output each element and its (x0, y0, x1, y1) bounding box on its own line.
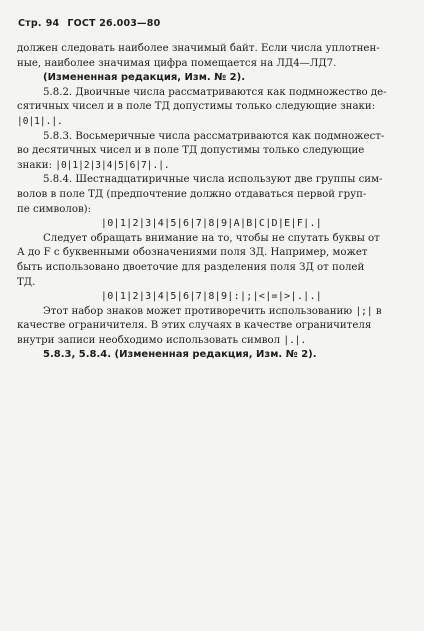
text-fragment: Этот набор знаков может противоречить использованию (43, 305, 353, 317)
document-body (17, 42, 406, 363)
section-5-8-3: 5.8.3. Восьмеричные числа рассматриваются как подмножест- (43, 130, 385, 142)
text-line (17, 159, 406, 174)
text-fragment: внутри записи необходимо использовать символ (17, 334, 281, 346)
section-5-8-4: 5.8.4. Шестнадцатиричные числа используют две группы сим- (43, 174, 383, 186)
page-label: Стр. (18, 18, 42, 29)
text-fragment: знаки: (17, 159, 53, 171)
text-line: ные, наиболее значимая цифра помещается на ЛД4—ЛД7. (17, 57, 337, 69)
amendment-note: 5.8.3, 5.8.4. (Измененная редакция, Изм. № 2). (43, 349, 317, 361)
text-line: А до F с буквенными обозначениями поля ЗД. Например, может (17, 247, 368, 259)
inline-code: |.|. (283, 334, 307, 346)
text-line: ТД. (17, 276, 36, 288)
amendment-note: (Измененная редакция, Изм. № 2). (43, 72, 246, 84)
text-line: волов в поле ТД (предпочтение должно отдаваться первой груп- (17, 188, 367, 200)
text-line: сятичных чисел и в поле ТД допустимы только следующие знаки: (17, 101, 376, 113)
octal-char-set: |0|1|2|3|4|5|6|7|.|. (55, 159, 170, 171)
alternate-hex-char-set: |0|1|2|3|4|5|6|7|8|9|:|;|<|=|>|.|.| (100, 291, 323, 303)
section-5-8-2: 5.8.2. Двоичные числа рассматриваются как подмножество де- (43, 86, 387, 98)
standard-code: ГОСТ 26.003—80 (67, 18, 161, 29)
page-header (18, 18, 160, 29)
text-line: быть использовано двоеточие для разделения поля ЗД от полей (17, 261, 365, 273)
text-line: во десятичных чисел и в поле ТД допустимы только следующие (17, 145, 365, 157)
text-fragment: в (375, 305, 382, 317)
text-line: качестве ограничителя. В этих случаях в качестве ограничителя (17, 320, 372, 332)
page-number: 94 (45, 18, 60, 29)
text-line: Следует обращать внимание на то, чтобы не спутать буквы от (43, 232, 380, 244)
text-line: должен следовать наиболее значимый байт. Если числа уплотнен- (17, 43, 380, 54)
text-line (17, 305, 406, 320)
hex-char-set: |0|1|2|3|4|5|6|7|8|9|A|B|C|D|E|F|.| (100, 218, 323, 230)
binary-char-set: |0|1|.|. (17, 115, 63, 127)
text-line: пе символов): (17, 203, 92, 215)
inline-code: |;| (355, 305, 373, 317)
text-line (17, 334, 406, 349)
